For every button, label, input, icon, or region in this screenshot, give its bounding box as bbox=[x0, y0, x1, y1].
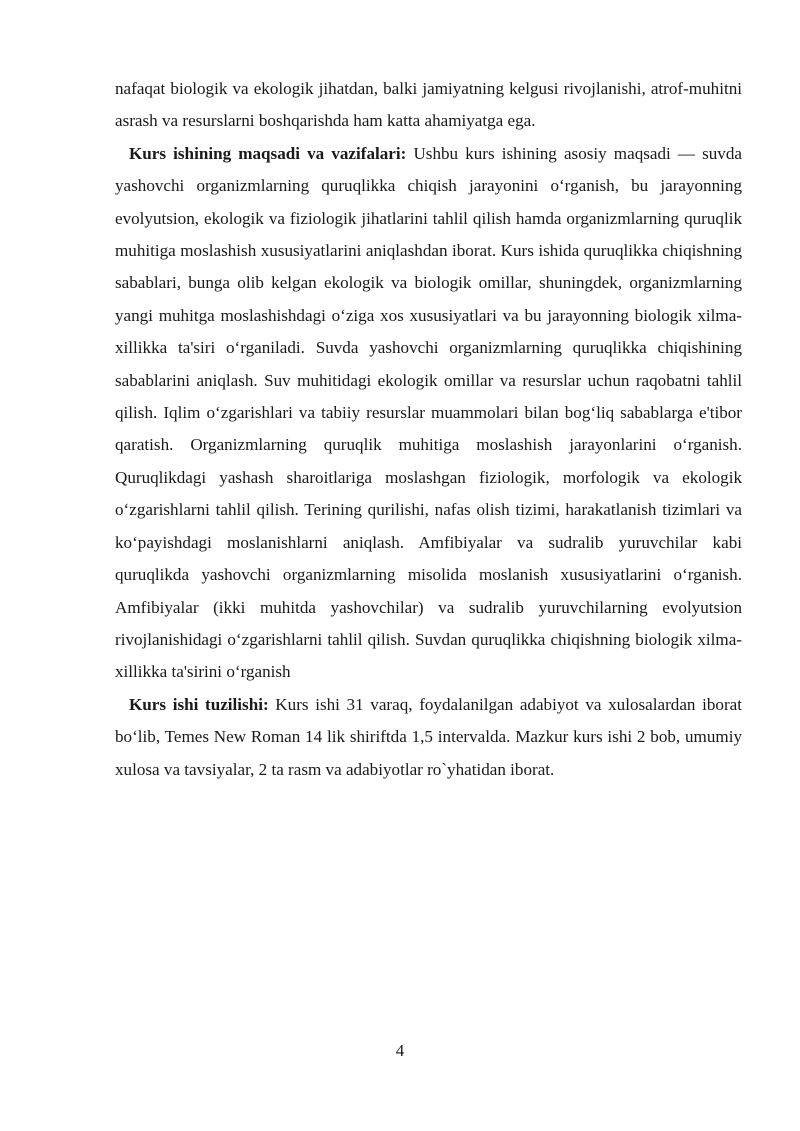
paragraph-goals-and-tasks bbox=[115, 138, 742, 689]
page-number: 4 bbox=[395, 1041, 405, 1060]
paragraph-text: nafaqat biologik va ekologik jihatdan, balki jamiyatning kelgusi rivojlanishi, atrof-muhitni asrash va resurslarni boshqarishda ham katta ahamiyatga ega. bbox=[115, 79, 742, 131]
paragraph-text: Kurs ishi 31 varaq, foydalanilgan adabiyot va xulosalardan iborat bo‘lib, Temes New Roman 14 lik shiriftda 1,5 intervalda. Mazkur kurs ishi 2 bob, umumiy xulosa va tavsiyalar, 2 ta rasm va adabiyotlar ro`yhatidan iborat. bbox=[115, 694, 742, 779]
paragraph-intro-continuation bbox=[115, 73, 742, 138]
paragraph-structure bbox=[115, 689, 742, 786]
paragraph-text: Ushbu kurs ishining asosiy maqsadi — suvda yashovchi organizmlarning quruqlikka chiqish jarayonini o‘rganish, bu jarayonning evolyutsion, ekologik va fiziologik jihatlarini tahlil qilish hamda organizmlarning quruqlik muhitiga moslashish xususiyatlarini aniqlashdan iborat. Kurs ishida quruqlikka chiqishning sabablari, bunga olib kelgan ekologik va biologik omillar, shuningdek, organizmlarning yangi muhitga moslashishdagi o‘ziga xos xususiyatlari va bu jarayonning biologik xilma-xillikka ta'siri o‘rganiladi. Suvda yashovchi organizmlarning quruqlikka chiqishining sabablarini aniqlash. Suv muhitidagi ekologik omillar va resurslar uchun raqobatni tahlil qilish. Iqlim o‘zgarishlari va tabiiy resurslar muammolari bilan bog‘liq sabablarga e'tibor qaratish. Organizmlarning quruqlik muhitiga moslashish jarayonlarini o‘rganish. Quruqlikdagi yashash sharoitlariga moslashgan fiziologik, morfologik va ekologik o‘zgarishlarni tahlil qilish. Terining qurilishi, nafas olish tizimi, harakatlanish tizimlari va ko‘payishdagi moslanishlarni aniqlash. Amfibiyalar va sudralib yuruvchilar kabi quruqlikda yashovchi organizmlarning misolida moslanish xususiyatlarini o‘rganish. Amfibiyalar (ikki muhitda yashovchilar) va sudralib yuruvchilarning evolyutsion rivojlanishidagi o‘zgarishlarni tahlil qilish. Suvdan quruqlikka chiqishning biologik xilma-xillikka ta'sirini o‘rganish bbox=[115, 143, 742, 682]
body-text bbox=[115, 73, 742, 786]
section-heading-goals: Kurs ishining maqsadi va vazifalari: bbox=[129, 143, 407, 163]
section-heading-structure: Kurs ishi tuzilishi: bbox=[129, 694, 269, 714]
